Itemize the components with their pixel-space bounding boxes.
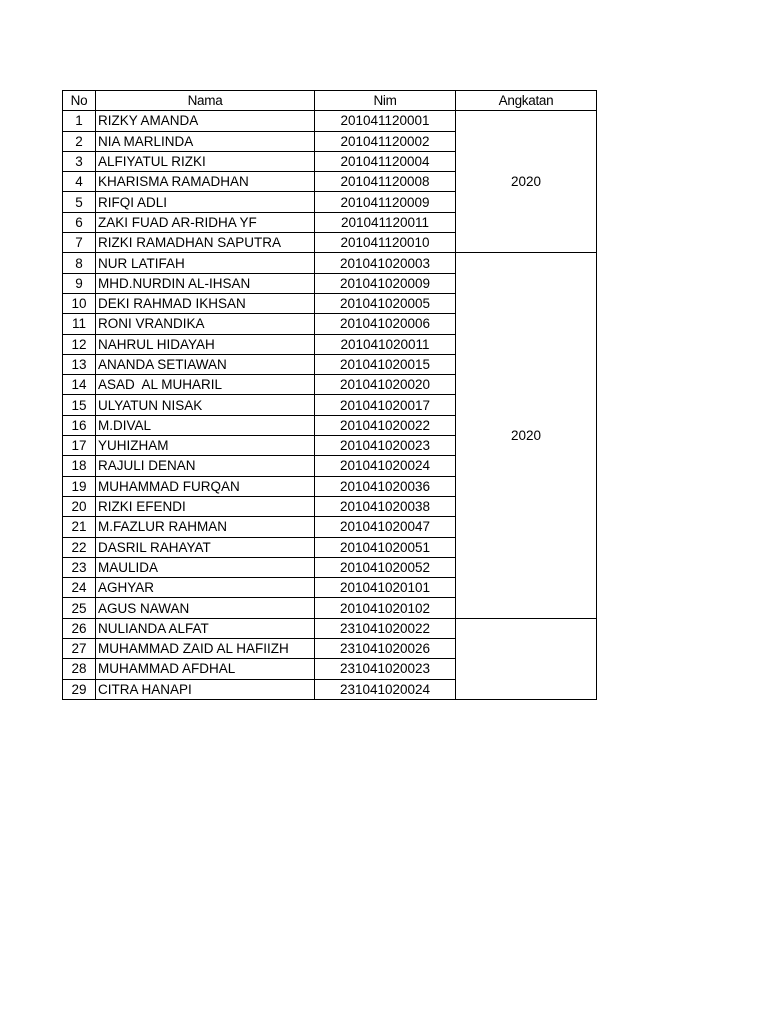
- cell-nim: 201041020015: [315, 354, 456, 374]
- cell-no: 21: [63, 517, 96, 537]
- cell-no: 6: [63, 212, 96, 232]
- cell-nama: RIZKI RAMADHAN SAPUTRA: [96, 233, 315, 253]
- cell-nama: DASRIL RAHAYAT: [96, 537, 315, 557]
- cell-no: 13: [63, 354, 96, 374]
- cell-no: 8: [63, 253, 96, 273]
- cell-nim: 201041020005: [315, 293, 456, 313]
- cell-no: 20: [63, 496, 96, 516]
- cell-nim: 201041020003: [315, 253, 456, 273]
- cell-nama: RONI VRANDIKA: [96, 314, 315, 334]
- cell-nama: ALFIYATUL RIZKI: [96, 151, 315, 171]
- cell-nim: 201041120008: [315, 172, 456, 192]
- cell-nama: CITRA HANAPI: [96, 679, 315, 699]
- header-row: [63, 91, 597, 111]
- student-list-sheet: [62, 90, 597, 700]
- cell-nim: 201041020038: [315, 496, 456, 516]
- cell-no: 12: [63, 334, 96, 354]
- cell-no: 2: [63, 131, 96, 151]
- cell-nama: MUHAMMAD AFDHAL: [96, 659, 315, 679]
- cell-nim: 231041020022: [315, 618, 456, 638]
- cell-nama: RIFQI ADLI: [96, 192, 315, 212]
- student-table: [62, 90, 597, 700]
- cell-nama: M.DIVAL: [96, 415, 315, 435]
- cell-no: 11: [63, 314, 96, 334]
- header-nim: Nim: [315, 91, 456, 111]
- cell-nama: NIA MARLINDA: [96, 131, 315, 151]
- cell-nim: 201041020101: [315, 578, 456, 598]
- cell-no: 3: [63, 151, 96, 171]
- cell-nim: 201041120009: [315, 192, 456, 212]
- cell-nim: 201041020009: [315, 273, 456, 293]
- cell-no: 14: [63, 375, 96, 395]
- cell-angkatan: 2020: [456, 253, 597, 618]
- cell-nim: 201041020036: [315, 476, 456, 496]
- cell-angkatan: 2020: [456, 111, 597, 253]
- cell-nim: 201041120011: [315, 212, 456, 232]
- cell-nim: 231041020026: [315, 639, 456, 659]
- cell-nim: 201041020006: [315, 314, 456, 334]
- cell-angkatan: [456, 618, 597, 699]
- cell-no: 16: [63, 415, 96, 435]
- cell-no: 26: [63, 618, 96, 638]
- cell-nama: NUR LATIFAH: [96, 253, 315, 273]
- cell-no: 23: [63, 557, 96, 577]
- cell-nama: DEKI RAHMAD IKHSAN: [96, 293, 315, 313]
- cell-no: 24: [63, 578, 96, 598]
- cell-no: 19: [63, 476, 96, 496]
- cell-no: 5: [63, 192, 96, 212]
- cell-no: 10: [63, 293, 96, 313]
- cell-nama: M.FAZLUR RAHMAN: [96, 517, 315, 537]
- table-header: [63, 91, 597, 111]
- cell-nama: NULIANDA ALFAT: [96, 618, 315, 638]
- cell-nama: ASAD AL MUHARIL: [96, 375, 315, 395]
- cell-nim: 201041020023: [315, 436, 456, 456]
- cell-no: 27: [63, 639, 96, 659]
- cell-nim: 201041020052: [315, 557, 456, 577]
- cell-nim: 231041020024: [315, 679, 456, 699]
- cell-no: 25: [63, 598, 96, 618]
- cell-nim: 201041020047: [315, 517, 456, 537]
- cell-nama: RIZKI EFENDI: [96, 496, 315, 516]
- cell-no: 28: [63, 659, 96, 679]
- cell-nim: 201041020102: [315, 598, 456, 618]
- header-no: No: [63, 91, 96, 111]
- cell-nama: KHARISMA RAMADHAN: [96, 172, 315, 192]
- cell-nim: 201041120010: [315, 233, 456, 253]
- header-angkatan: Angkatan: [456, 91, 597, 111]
- cell-nim: 231041020023: [315, 659, 456, 679]
- cell-nama: MUHAMMAD ZAID AL HAFIIZH: [96, 639, 315, 659]
- cell-nim: 201041020051: [315, 537, 456, 557]
- cell-no: 9: [63, 273, 96, 293]
- cell-no: 1: [63, 111, 96, 131]
- cell-nama: AGUS NAWAN: [96, 598, 315, 618]
- cell-nama: MUHAMMAD FURQAN: [96, 476, 315, 496]
- cell-nama: YUHIZHAM: [96, 436, 315, 456]
- cell-nim: 201041020011: [315, 334, 456, 354]
- cell-no: 22: [63, 537, 96, 557]
- table-row: [63, 111, 597, 131]
- cell-nim: 201041120004: [315, 151, 456, 171]
- cell-no: 17: [63, 436, 96, 456]
- cell-no: 15: [63, 395, 96, 415]
- cell-nama: AGHYAR: [96, 578, 315, 598]
- cell-no: 18: [63, 456, 96, 476]
- cell-nim: 201041120002: [315, 131, 456, 151]
- cell-nama: ANANDA SETIAWAN: [96, 354, 315, 374]
- cell-nama: MAULIDA: [96, 557, 315, 577]
- table-row: [63, 618, 597, 638]
- cell-nama: RAJULI DENAN: [96, 456, 315, 476]
- cell-nim: 201041020020: [315, 375, 456, 395]
- cell-nama: ZAKI FUAD AR-RIDHA YF: [96, 212, 315, 232]
- cell-nama: RIZKY AMANDA: [96, 111, 315, 131]
- table-body: [63, 111, 597, 700]
- cell-no: 29: [63, 679, 96, 699]
- cell-nama: ULYATUN NISAK: [96, 395, 315, 415]
- cell-nama: NAHRUL HIDAYAH: [96, 334, 315, 354]
- cell-nama: MHD.NURDIN AL-IHSAN: [96, 273, 315, 293]
- cell-nim: 201041020022: [315, 415, 456, 435]
- cell-nim: 201041120001: [315, 111, 456, 131]
- header-nama: Nama: [96, 91, 315, 111]
- cell-no: 7: [63, 233, 96, 253]
- cell-no: 4: [63, 172, 96, 192]
- cell-nim: 201041020024: [315, 456, 456, 476]
- table-row: [63, 253, 597, 273]
- cell-nim: 201041020017: [315, 395, 456, 415]
